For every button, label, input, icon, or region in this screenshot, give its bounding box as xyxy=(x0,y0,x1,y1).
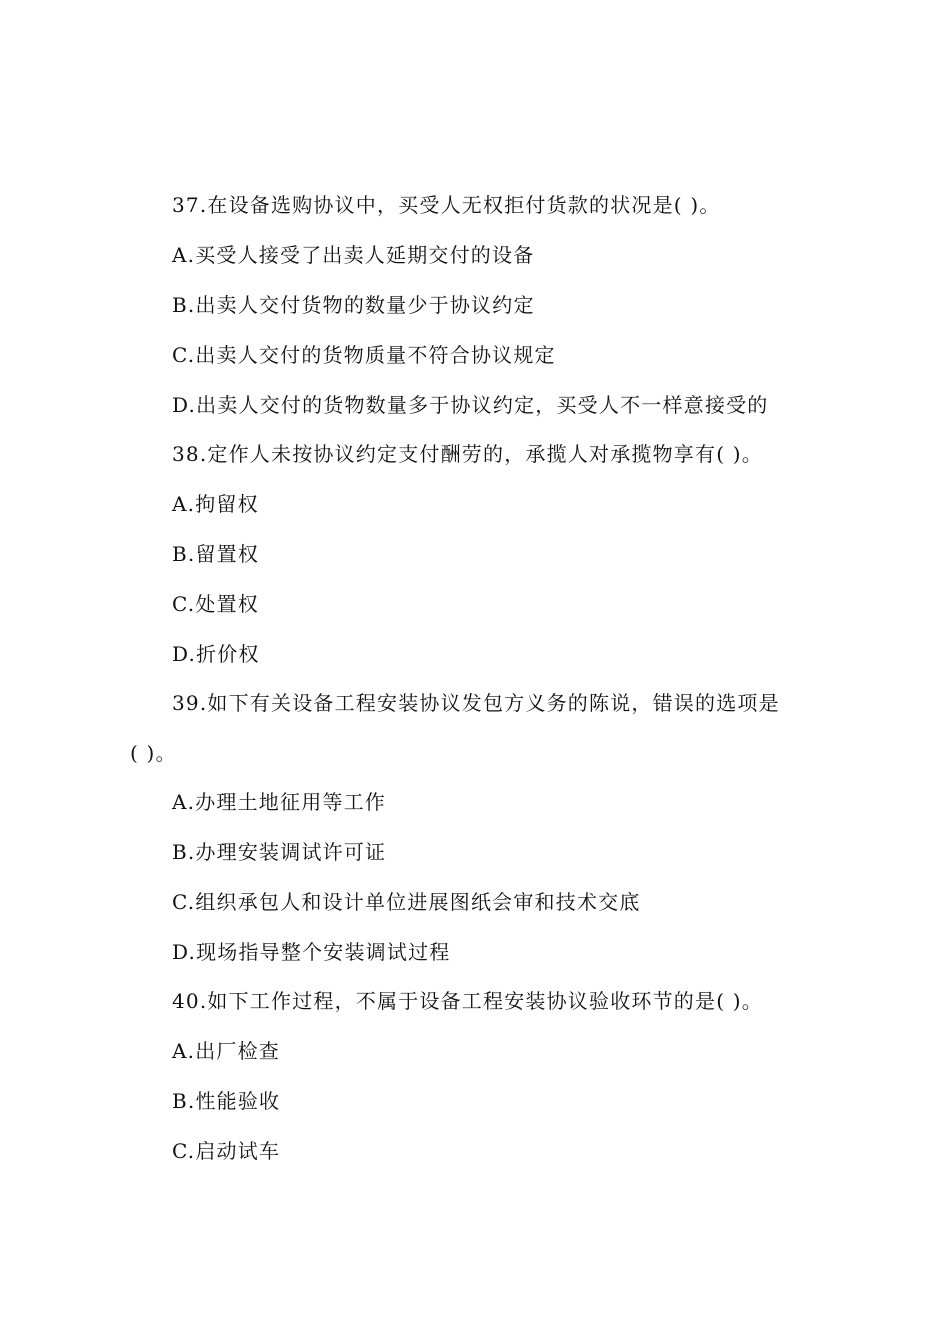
question-40-option-b: B.性能验收 xyxy=(172,1089,281,1113)
question-39-option-c: C.组织承包人和设计单位进展图纸会审和技术交底 xyxy=(172,890,641,914)
question-38-option-b: B.留置权 xyxy=(172,542,260,566)
question-37-option-a: A.买受人接受了出卖人延期交付的设备 xyxy=(172,243,535,267)
question-39-option-d: D.现场指导整个安装调试过程 xyxy=(172,940,451,964)
question-39-stem: 39.如下有关设备工程安装协议发包方义务的陈说，错误的选项是 xyxy=(172,691,780,715)
question-40-stem: 40.如下工作过程，不属于设备工程安装协议验收环节的是( )。 xyxy=(172,989,763,1013)
question-37-stem: 37.在设备选购协议中，买受人无权拒付货款的状况是( )。 xyxy=(172,193,721,217)
question-38-option-c: C.处置权 xyxy=(172,592,259,616)
question-40-option-c: C.启动试车 xyxy=(172,1139,281,1163)
question-38-option-a: A.拘留权 xyxy=(172,492,259,516)
question-37-option-b: B.出卖人交付货物的数量少于协议约定 xyxy=(172,293,535,317)
question-39-stem-continuation: ( )。 xyxy=(130,741,177,765)
question-39-option-b: B.办理安装调试许可证 xyxy=(172,840,387,864)
question-38-stem: 38.定作人未按协议约定支付酬劳的，承揽人对承揽物享有( )。 xyxy=(172,442,763,466)
question-40-option-a: A.出厂检查 xyxy=(172,1039,281,1063)
question-39-option-a: A.办理土地征用等工作 xyxy=(172,790,387,814)
question-37-option-d: D.出卖人交付的货物数量多于协议约定，买受人不一样意接受的 xyxy=(172,393,769,417)
question-37-option-c: C.出卖人交付的货物质量不符合协议规定 xyxy=(172,343,556,367)
question-38-option-d: D.折价权 xyxy=(172,642,260,666)
